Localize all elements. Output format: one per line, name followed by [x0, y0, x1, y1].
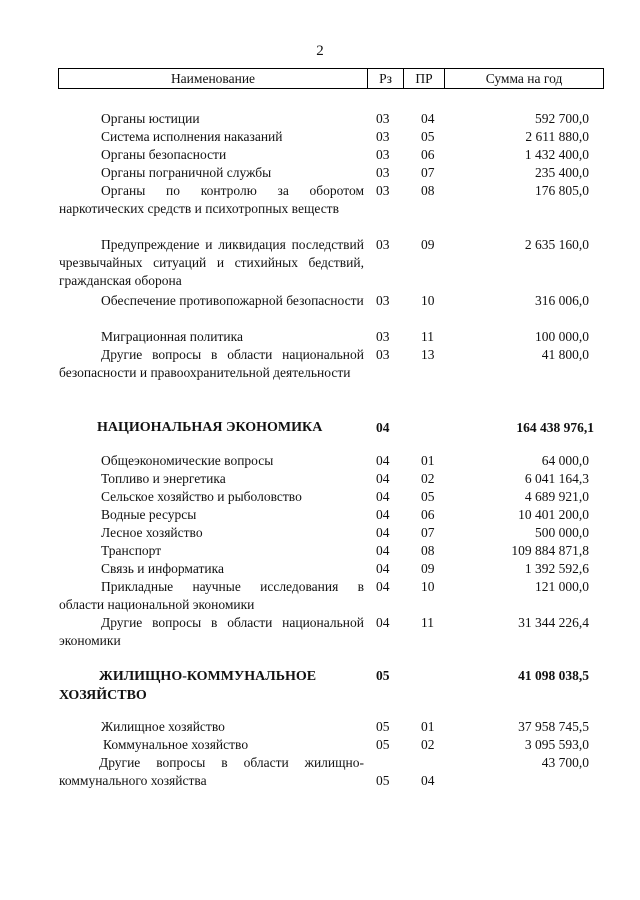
row-pr: 10	[421, 293, 435, 308]
table-header	[58, 68, 604, 89]
row-rz: 04	[376, 615, 390, 630]
row-name: Другие вопросы в области национальной безопасности и правоохранительной деятельности	[59, 347, 364, 380]
row-rz: 04	[376, 561, 390, 576]
row-sum: 2 611 880,0	[525, 129, 589, 144]
row-sum: 1 432 400,0	[524, 147, 589, 162]
row-rz: 04	[376, 420, 390, 435]
row-name: Система исполнения наказаний	[101, 129, 283, 144]
row-pr: 01	[421, 453, 435, 468]
row-name: Предупреждение и ликвидация последствий чрезвычайных ситуаций и стихийных бедствий, гражданская оборона	[59, 237, 364, 288]
row-name: Жилищное хозяйство	[101, 719, 225, 734]
row-name: Обеспечение противопожарной безопасности	[101, 293, 364, 308]
row-pr: 01	[421, 719, 435, 734]
row-name: Другие вопросы в области национальной экономики	[59, 615, 364, 648]
row-rz: 05	[376, 773, 390, 788]
row-rz: 05	[376, 737, 390, 752]
header-name: Наименование	[59, 69, 368, 88]
row-sum: 6 041 164,3	[524, 471, 589, 486]
row-rz: 05	[376, 668, 390, 683]
row-pr: 11	[421, 615, 434, 630]
row-rz: 03	[376, 237, 390, 252]
row-name: Коммунальное хозяйство	[103, 737, 249, 752]
row-name: Общеэкономические вопросы	[101, 453, 274, 468]
row-sum: 235 400,0	[535, 165, 589, 180]
row-rz: 04	[376, 579, 390, 594]
row-sum: 41 098 038,5	[518, 668, 589, 683]
row-sum: 500 000,0	[535, 525, 589, 540]
row-pr: 05	[421, 129, 435, 144]
row-name: Другие вопросы в области жилищно-коммунального хозяйства	[59, 755, 364, 788]
row-name: Транспорт	[101, 543, 162, 558]
row-sum: 1 392 592,6	[524, 561, 589, 576]
row-rz: 03	[376, 183, 390, 198]
row-name: Прикладные научные исследования в области национальной экономики	[59, 579, 364, 612]
header-rz: Рз	[368, 69, 404, 88]
section-title: НАЦИОНАЛЬНАЯ ЭКОНОМИКА	[97, 420, 323, 435]
row-name: Лесное хозяйство	[101, 525, 203, 540]
row-rz: 04	[376, 453, 390, 468]
row-rz: 03	[376, 165, 390, 180]
row-pr: 05	[421, 489, 435, 504]
row-rz: 03	[376, 147, 390, 162]
row-pr: 06	[421, 507, 435, 522]
row-sum: 121 000,0	[535, 579, 589, 594]
row-sum: 4 689 921,0	[524, 489, 589, 504]
row-sum: 316 006,0	[535, 293, 589, 308]
row-pr: 09	[421, 561, 435, 576]
row-rz: 04	[376, 471, 390, 486]
section-title: ЖИЛИЩНО-КОММУНАЛЬНОЕ ХОЗЯЙСТВО	[59, 669, 317, 703]
row-pr: 10	[421, 579, 435, 594]
row-rz: 04	[376, 525, 390, 540]
row-sum: 41 800,0	[541, 347, 589, 362]
row-rz: 05	[376, 719, 390, 734]
page-number: 2	[316, 43, 324, 59]
row-sum: 176 805,0	[535, 183, 589, 198]
row-pr: 08	[421, 543, 435, 558]
row-pr: 08	[421, 183, 435, 198]
row-name: Миграционная политика	[101, 329, 243, 344]
row-sum: 43 700,0	[541, 755, 589, 770]
row-sum: 3 095 593,0	[524, 737, 589, 752]
header-sum: Сумма на год	[485, 71, 563, 86]
row-sum: 592 700,0	[535, 111, 589, 126]
row-name: Органы безопасности	[101, 147, 227, 162]
row-rz: 03	[376, 129, 390, 144]
row-sum: 31 344 226,4	[518, 615, 589, 630]
row-sum: 100 000,0	[535, 329, 589, 344]
row-rz: 03	[376, 293, 390, 308]
row-name: Сельское хозяйство и рыболовство	[101, 489, 302, 504]
row-pr: 07	[421, 525, 435, 540]
row-sum: 64 000,0	[541, 453, 589, 468]
header-pr: ПР	[404, 69, 445, 88]
row-rz: 03	[376, 329, 390, 344]
row-sum: 2 635 160,0	[524, 237, 589, 252]
row-sum: 109 884 871,8	[511, 543, 589, 558]
row-pr: 11	[421, 329, 434, 344]
row-name: Органы по контролю за оборотом наркотических средств и психотропных веществ	[59, 183, 364, 216]
row-pr: 04	[421, 773, 435, 788]
row-name: Органы юстиции	[101, 111, 200, 126]
row-pr: 02	[421, 471, 435, 486]
row-name: Водные ресурсы	[101, 507, 197, 522]
row-rz: 03	[376, 111, 390, 126]
row-sum: 37 958 745,5	[518, 719, 589, 734]
row-pr: 06	[421, 147, 435, 162]
row-name: Органы пограничной службы	[101, 165, 272, 180]
row-sum: 10 401 200,0	[518, 507, 589, 522]
row-pr: 07	[421, 165, 435, 180]
row-pr: 02	[421, 737, 435, 752]
row-pr: 09	[421, 237, 435, 252]
row-name: Топливо и энергетика	[101, 471, 226, 486]
row-pr: 04	[421, 111, 435, 126]
row-rz: 04	[376, 543, 390, 558]
row-rz: 04	[376, 489, 390, 504]
row-rz: 03	[376, 347, 390, 362]
row-rz: 04	[376, 507, 390, 522]
row-pr: 13	[421, 347, 435, 362]
row-name: Связь и информатика	[101, 561, 224, 576]
row-sum: 164 438 976,1	[516, 420, 594, 435]
